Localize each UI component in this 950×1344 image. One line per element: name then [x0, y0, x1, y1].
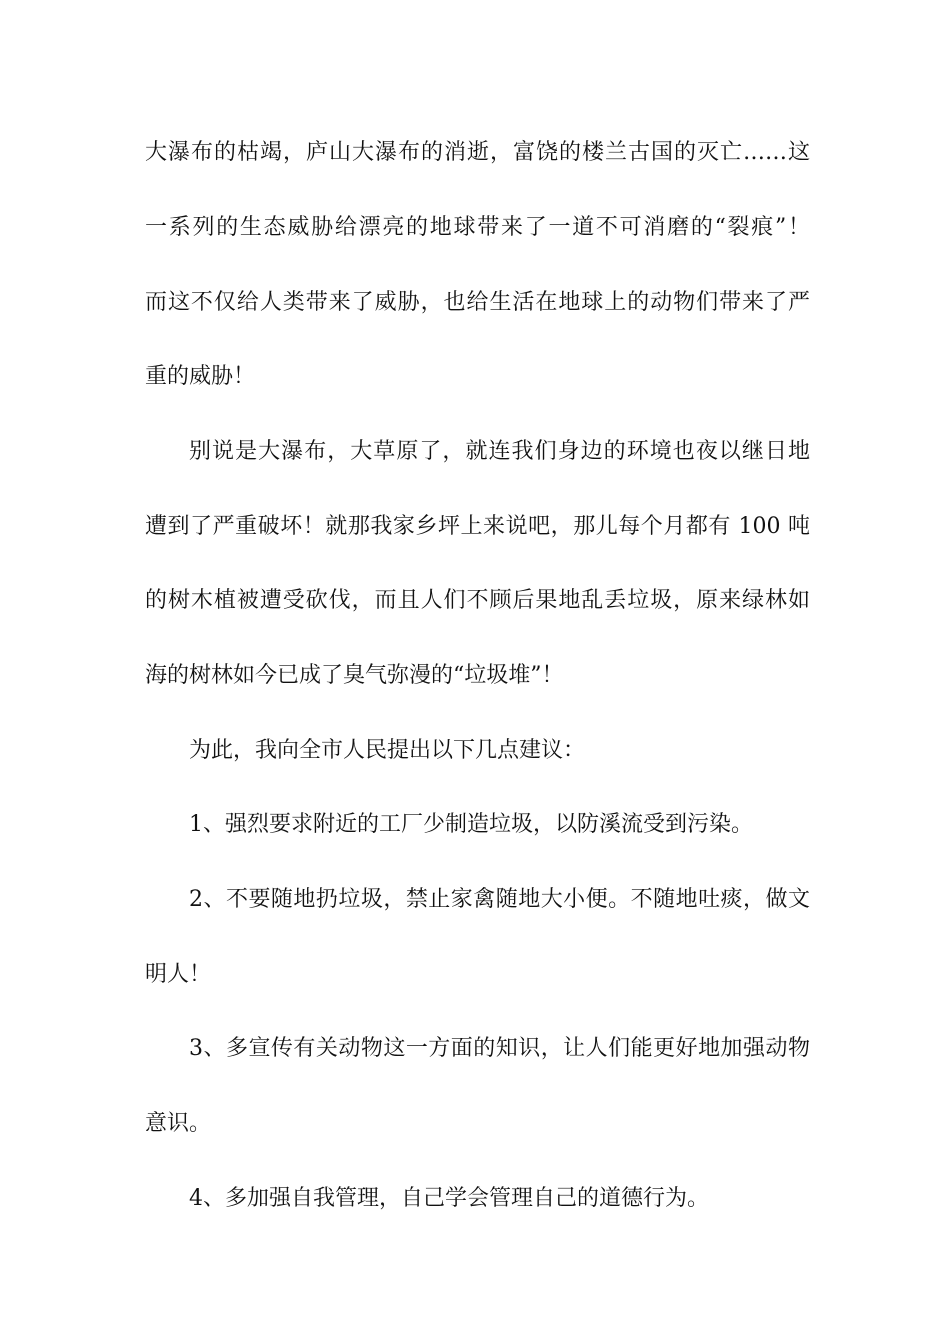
text-line: 而这不仅给人类带来了威胁，也给生活在地球上的动物们带来了严 — [145, 290, 810, 315]
text-line: 明人！ — [145, 962, 212, 987]
list-item-2: 2、不要随地扔垃圾，禁止家禽随地大小便。不随地吐痰，做文 — [189, 887, 810, 912]
text-line: 遭到了严重破坏！就那我家乡坪上来说吧，那儿每个月都有 100 吨 — [145, 514, 810, 539]
text-line: 一系列的生态威胁给漂亮的地球带来了一道不可消磨的“裂痕”！ — [145, 215, 810, 240]
list-item-1: 1、强烈要求附近的工厂少制造垃圾，以防溪流受到污染。 — [189, 812, 753, 837]
list-item-3: 3、多宣传有关动物这一方面的知识，让人们能更好地加强动物 — [189, 1036, 810, 1061]
text-line: 海的树林如今已成了臭气弥漫的“垃圾堆”！ — [145, 663, 564, 688]
text-line: 意识。 — [145, 1111, 212, 1136]
paragraph-first-line: 为此，我向全市人民提出以下几点建议： — [189, 738, 586, 763]
list-item-4: 4、多加强自我管理，自己学会管理自己的道德行为。 — [189, 1186, 709, 1211]
text-line: 重的威胁！ — [145, 364, 256, 389]
paragraph-first-line: 别说是大瀑布，大草原了，就连我们身边的环境也夜以继日地 — [189, 439, 810, 464]
text-line: 大瀑布的枯竭，庐山大瀑布的消逝，富饶的楼兰古国的灭亡……这 — [145, 140, 810, 165]
text-line: 的树木植被遭受砍伐，而且人们不顾后果地乱丢垃圾，原来绿林如 — [145, 588, 810, 613]
